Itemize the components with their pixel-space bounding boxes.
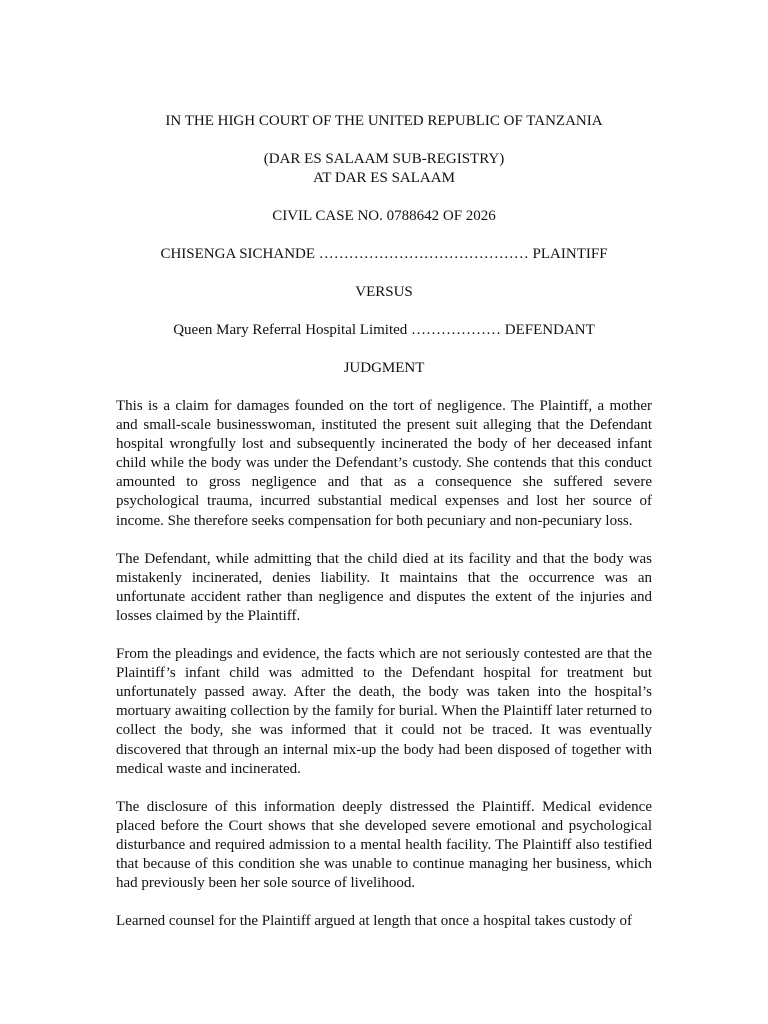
paragraph-counsel: Learned counsel for the Plaintiff argued at length that once a hospital takes custody of xyxy=(116,913,632,930)
defendant-line: Queen Mary Referral Hospital Limited ……………… DEFENDANT xyxy=(173,322,595,338)
plaintiff-line: CHISENGA SICHANDE …………………………………… PLAINTIFF xyxy=(160,246,608,262)
case-number: CIVIL CASE NO. 0788642 OF 2026 xyxy=(272,208,496,224)
judgment-heading: JUDGMENT xyxy=(343,360,425,376)
paragraph-facts: From the pleadings and evidence, the facts which are not seriously contested are that the Plaintiff’s infant child was admitted to the Defendant hospital for treatment but unfortunately passed away. After the death, the body was taken into the hospital’s mortuary awaiting collection by the family for burial. When the Plaintiff later returned to collect the body, she was informed that it could not be traced. It was eventually discovered that through an internal mix-up the body had been disposed of together with medical waste and incinerated. xyxy=(116,646,652,777)
sub-registry: (DAR ES SALAAM SUB-REGISTRY) xyxy=(263,151,505,167)
versus-label: VERSUS xyxy=(355,284,413,300)
paragraph-claim: This is a claim for damages founded on the tort of negligence. The Plaintiff, a mother and small-scale businesswoman, instituted the present suit alleging that the Defendant hospital wrongfully lost and subsequently incinerated the body of her deceased infant child while the body was under the Defendant’s custody. She contends that this conduct amounted to gross negligence and that as a consequence she suffered severe psychological trauma, incurred substantial medical expenses and lost her source of income. She therefore seeks compensation for both pecuniary and non-pecuniary loss. xyxy=(116,398,652,529)
paragraph-distress: The disclosure of this information deeply distressed the Plaintiff. Medical evidence placed before the Court shows that she developed severe emotional and psychological disturbance and required admission to a mental health facility. The Plaintiff also testified that because of this condition she was unable to continue managing her business, which had previously been her sole source of livelihood. xyxy=(116,798,652,892)
judgment-document xyxy=(116,112,652,931)
court-location: AT DAR ES SALAAM xyxy=(313,170,455,186)
court-title: IN THE HIGH COURT OF THE UNITED REPUBLIC OF TANZANIA xyxy=(165,113,603,129)
paragraph-defence: The Defendant, while admitting that the child died at its facility and that the body was mistakenly incinerated, denies liability. It maintains that the occurrence was an unfortunate accident rather than negligence and disputes the extent of the injuries and losses claimed by the Plaintiff. xyxy=(116,550,652,624)
registry-block xyxy=(116,150,652,188)
